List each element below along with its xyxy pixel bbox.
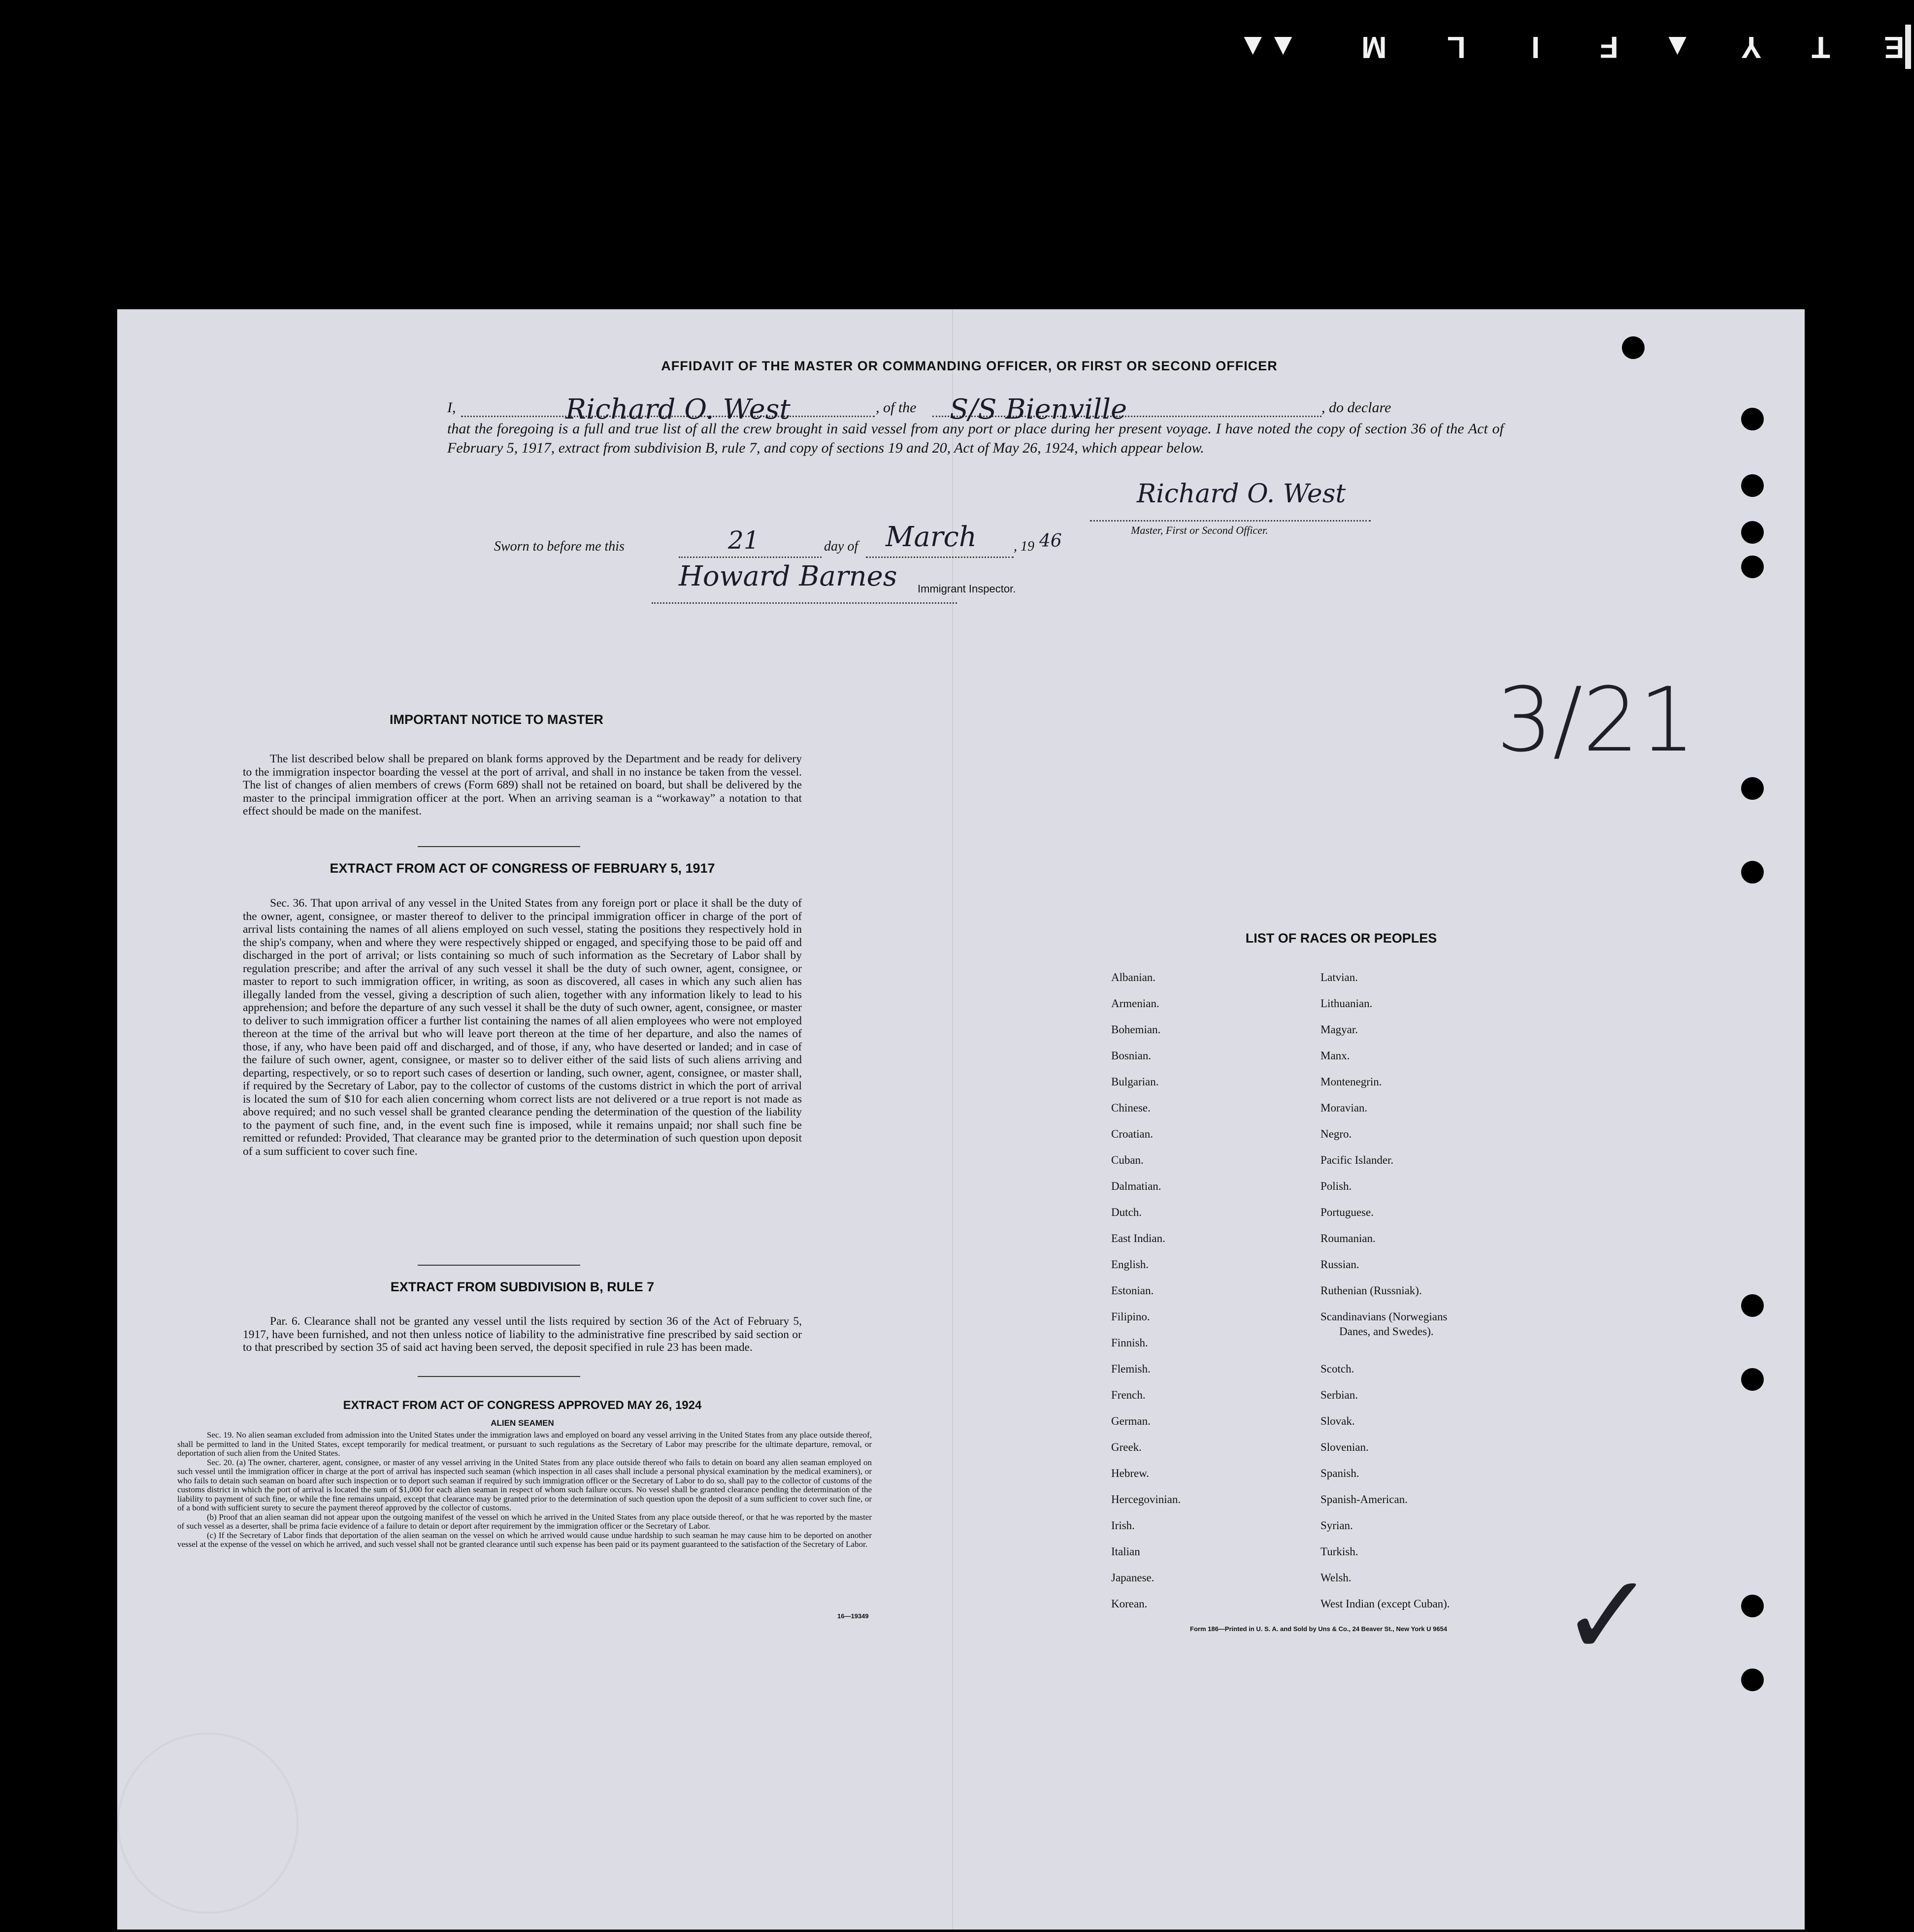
- form-footer: Form 186—Printed in U. S. A. and Sold by Uns & Co., 24 Beaver St., New York U 9654: [1190, 1625, 1448, 1633]
- race-item: Danes, and Swedes).: [1339, 1325, 1434, 1338]
- race-item: Albanian.: [1111, 971, 1156, 983]
- race-item: Dalmatian.: [1111, 1180, 1161, 1192]
- race-item: Lithuanian.: [1320, 997, 1373, 1010]
- extract-1924-heading: EXTRACT FROM ACT OF CONGRESS APPROVED MAY 26, 1924: [343, 1399, 702, 1412]
- extract-rule7-heading: EXTRACT FROM SUBDIVISION B, RULE 7: [390, 1279, 655, 1294]
- film-label-7: M: [1361, 30, 1387, 64]
- punch-hole: [1741, 1294, 1764, 1317]
- month-value: March: [886, 521, 977, 553]
- race-item: Roumanian.: [1320, 1232, 1376, 1244]
- race-item: Russian.: [1320, 1258, 1359, 1271]
- race-item: Manx.: [1320, 1049, 1350, 1062]
- race-item: German.: [1111, 1415, 1151, 1427]
- punch-hole: [1741, 777, 1764, 800]
- film-label-8: ▲▲: [1238, 30, 1298, 64]
- sec-20c-text: (c) If the Secretary of Labor finds that deportation of the alien seaman on the vessel on which he arrived would cause undue hardship to such seaman he may cause him to be deported on another vessel at the expense of the vessel on which he arrived, and such vessel shall not be granted clearance until such expense has been paid or its payment guaranteed to the satisfaction of the Secretary of Labor.: [177, 1530, 872, 1549]
- notice-heading: IMPORTANT NOTICE TO MASTER: [390, 712, 603, 727]
- race-item: Montenegrin.: [1320, 1076, 1382, 1088]
- race-item: Latvian.: [1320, 971, 1358, 983]
- film-label-2: Y: [1741, 30, 1761, 64]
- punch-hole: [1741, 556, 1764, 578]
- race-item: Scotch.: [1320, 1363, 1354, 1375]
- race-item: Scandinavians (Norwegians: [1320, 1310, 1448, 1323]
- day-of-label: day of: [824, 539, 858, 554]
- vessel-name: S/S Bienville: [950, 393, 1127, 426]
- signature-title: Master, First or Second Officer.: [1131, 524, 1268, 536]
- race-item: Slovak.: [1320, 1415, 1355, 1427]
- extract-1917-text: Sec. 36. That upon arrival of any vessel in the United States from any foreign port or place it shall be the duty of the owner, agent, consignee, or master thereof to deliver to the principal immigration officer in charge of the port of arrival lists containing the names of all aliens employed on such vessel, stating the positions they respectively hold in the ship's company, when and where they were respectively shipped or engaged, and specifying those to be paid off and discharged in the port of arrival; or lists containing so much of such information as the Secretary of Labor shall by regulation prescribe; and after the arrival of any such vessel it shall be the duty of such owner, agent, consignee, or master to report to such immigration officer, in writing, as soon as discovered, all cases in which any such alien has illegally landed from the vessel, giving a description of such alien, together with any information likely to lead to his apprehension; and before the departure of any such vessel it shall be the duty of such owner, agent, consignee, or master to deliver to such immigration officer a further list containing the names of all alien employees who were not employed thereon at the time of the arrival but who will leave port thereon at the time of her departure, and also the names of those, if any, who have been paid off and discharged, and of those, if any, who have deserted or landed; and in case of the failure of such owner, agent, consignee, or master so to deliver either of the said lists of such aliens arriving and departing, respectively, or so to report such cases of desertion or landing, such owner, agent, consignee, or master shall, if required by the Secretary of Labor, pay to the collector of customs of the customs district in which the port of arrival is located the sum of $10 for each alien concerning whom correct lists are not delivered or a true report is not made as above required; and no such vessel shall be granted clearance pending the determination of the question of the liability to the payment of such fine, and, in the event such fine is imposed, while it remains unpaid; nor shall such fine be remitted or refunded: Provided, That clearance may be granted prior to the determination of such question upon deposit of a sum sufficient to cover such fine.: [243, 897, 802, 1158]
- race-item: Filipino.: [1111, 1310, 1150, 1323]
- race-item: Hebrew.: [1111, 1467, 1150, 1479]
- master-name: Richard O. West: [565, 393, 791, 426]
- inspector-title: Immigrant Inspector.: [918, 583, 1016, 595]
- race-item: Chinese.: [1111, 1102, 1151, 1114]
- affidavit-body: that the foregoing is a full and true list of all the crew brought in said vessel from any port or place during her present voyage. I have noted the copy of section 36 of the Act of February 5, 1917, extract from subdivision B, rule 7, and copy of sections 19 and 20, Act of May 26, 1924, which appear below.: [447, 421, 1504, 456]
- race-item: Syrian.: [1320, 1519, 1353, 1532]
- master-signature: Richard O. West: [1137, 479, 1346, 509]
- sec-20a-text: Sec. 20. (a) The owner, charterer, agent, consignee, or master of any vessel arriving in the United States from any place outside thereof who fails to detain on board any alien seaman employed on such vessel until the immigration officer in charge at the port of arrival has inspected such seaman (which inspection in all cases shall include a personal physical examination by the medical examiners), or who fails to detain such seaman on board after such inspection or to deport such seaman if required by such immigration officer or the Secretary of Labor to do so, shall pay to the collector of customs of the customs district in which the port of arrival is located the sum of $1,000 for each alien seaman in respect of whom such failure occurs. No vessel shall be granted clearance pending the determination of the liability to payment of such fine, or while the fine remains unpaid, except that clearance may be granted prior to the determination of such question upon the deposit of a sum sufficient to cover such fine, or of a bond with sufficient surety to secure the payment thereof approved by the collector of customs.: [177, 1457, 872, 1512]
- document-page: [117, 309, 1805, 1930]
- film-strip-labels: [1215, 30, 1904, 79]
- inspector-signature: Howard Barnes: [679, 560, 897, 592]
- punch-hole: [1741, 474, 1764, 497]
- handwritten-page-note: 3/21: [1496, 669, 1696, 772]
- i-label: I,: [447, 399, 456, 416]
- race-item: Negro.: [1320, 1128, 1352, 1140]
- race-item: Irish.: [1111, 1519, 1135, 1532]
- extract-1917-heading: EXTRACT FROM ACT OF CONGRESS OF FEBRUARY 5, 1917: [330, 861, 715, 876]
- race-item: Magyar.: [1320, 1023, 1358, 1036]
- race-item: East Indian.: [1111, 1232, 1165, 1244]
- day-value: 21: [728, 526, 759, 555]
- sec-19-text: Sec. 19. No alien seaman excluded from admission into the United States under the immigration laws and employed on board any vessel arriving in the United States from any place outside thereof, shall be permitted to land in the United States, except temporarily for medical treatment, or pursuant to such regulations as the Secretary of Labor may prescribe for the ultimate departure, removal, or deportation of such alien from the United States.: [177, 1430, 872, 1458]
- film-edge-marker: [1905, 25, 1911, 69]
- film-label-4: F: [1600, 30, 1618, 64]
- race-item: Moravian.: [1320, 1102, 1368, 1114]
- divider: [418, 1376, 580, 1377]
- race-item: Finnish.: [1111, 1337, 1148, 1349]
- extract-form-number: 16—19349: [837, 1612, 869, 1620]
- month-blank: [866, 557, 1014, 558]
- race-item: Cuban.: [1111, 1154, 1144, 1166]
- punch-hole: [1622, 336, 1645, 359]
- race-item: Armenian.: [1111, 997, 1159, 1010]
- divider: [418, 846, 580, 847]
- extract-1924-subheading: ALIEN SEAMEN: [491, 1418, 554, 1428]
- inspector-line: [652, 602, 957, 604]
- race-item: Spanish-American.: [1320, 1493, 1408, 1506]
- race-item: Slovenian.: [1320, 1441, 1369, 1453]
- race-item: French.: [1111, 1389, 1146, 1401]
- punch-hole: [1741, 1669, 1764, 1691]
- race-item: Flemish.: [1111, 1363, 1151, 1375]
- race-item: Japanese.: [1111, 1572, 1155, 1584]
- race-item: Welsh.: [1320, 1572, 1352, 1584]
- races-heading: LIST OF RACES OR PEOPLES: [1245, 931, 1437, 946]
- of-the-label: , of the: [876, 399, 917, 416]
- extract-rule7-text: Par. 6. Clearance shall not be granted any vessel until the lists required by section 36 of the Act of February 5, 1917, have been furnished, and not then unless notice of liability to the administrative fine prescribed by said section or to that prescribed by section 35 of said act having been served, the deposit specified in rule 23 has been made.: [243, 1315, 802, 1354]
- affidavit-title: AFFIDAVIT OF THE MASTER OR COMMANDING OFFICER, OR FIRST OR SECOND OFFICER: [661, 359, 1278, 373]
- race-item: Hercegovinian.: [1111, 1493, 1181, 1506]
- race-item: Pacific Islander.: [1320, 1154, 1394, 1166]
- race-item: Estonian.: [1111, 1284, 1154, 1297]
- race-item: Greek.: [1111, 1441, 1142, 1453]
- race-item: West Indian (except Cuban).: [1320, 1598, 1450, 1610]
- race-item: Turkish.: [1320, 1545, 1358, 1558]
- punch-hole: [1741, 1595, 1764, 1617]
- race-item: Dutch.: [1111, 1206, 1142, 1218]
- sec-20b-text: (b) Proof that an alien seaman did not appear upon the outgoing manifest of the vessel on which he arrived in the United States from any place outside thereof, or that he was reported by the master of such vessel as a deserter, shall be prima facie evidence of a failure to detain or deport after requirement by the immigration officer or the Secretary of Labor.: [177, 1512, 872, 1531]
- do-declare-label: , do declare: [1321, 399, 1391, 416]
- race-item: Serbian.: [1320, 1389, 1358, 1401]
- signature-line: [1090, 520, 1371, 522]
- day-blank: [679, 557, 822, 558]
- notice-text: The list described below shall be prepared on blank forms approved by the Department and be ready for delivery to the immigration inspector boarding the vessel at the port of arrival, and shall in no instance be taken from the vessel. The list of changes of alien members of crews (Form 689) shall not be retained on board, but shall be delivered by the master to the principal immigration officer at the port. When an arriving seaman is a “workaway” a notation to that effect should be made on the manifest.: [243, 753, 802, 818]
- punch-hole: [1741, 521, 1764, 544]
- affidavit-declaration: [447, 395, 1504, 458]
- race-item: Bohemian.: [1111, 1023, 1161, 1036]
- race-item: Polish.: [1320, 1180, 1352, 1192]
- race-item: Portuguese.: [1320, 1206, 1374, 1218]
- film-label-0: E: [1883, 30, 1904, 64]
- film-label-3: ▲: [1662, 30, 1692, 64]
- divider: [418, 1265, 580, 1266]
- punch-hole: [1741, 408, 1764, 430]
- handwritten-check-mark: ✓: [1560, 1550, 1655, 1682]
- year-value: 46: [1039, 531, 1062, 551]
- race-item: Croatian.: [1111, 1128, 1153, 1140]
- year-prefix: , 19: [1014, 539, 1034, 554]
- sworn-label: Sworn to before me this: [494, 539, 625, 554]
- film-label-5: I: [1531, 30, 1540, 64]
- race-item: Korean.: [1111, 1598, 1148, 1610]
- extract-1924-text: [177, 1431, 872, 1549]
- race-item: Spanish.: [1320, 1467, 1359, 1479]
- film-label-1: T: [1812, 30, 1830, 64]
- race-item: Bulgarian.: [1111, 1076, 1159, 1088]
- race-item: English.: [1111, 1258, 1149, 1271]
- race-item: Bosnian.: [1111, 1049, 1152, 1062]
- punch-hole: [1741, 861, 1764, 884]
- embossed-seal: [117, 1733, 298, 1914]
- race-item: Ruthenian (Russniak).: [1320, 1284, 1422, 1297]
- race-item: Italian: [1111, 1545, 1140, 1558]
- film-label-6: L: [1447, 30, 1466, 64]
- punch-hole: [1741, 1368, 1764, 1391]
